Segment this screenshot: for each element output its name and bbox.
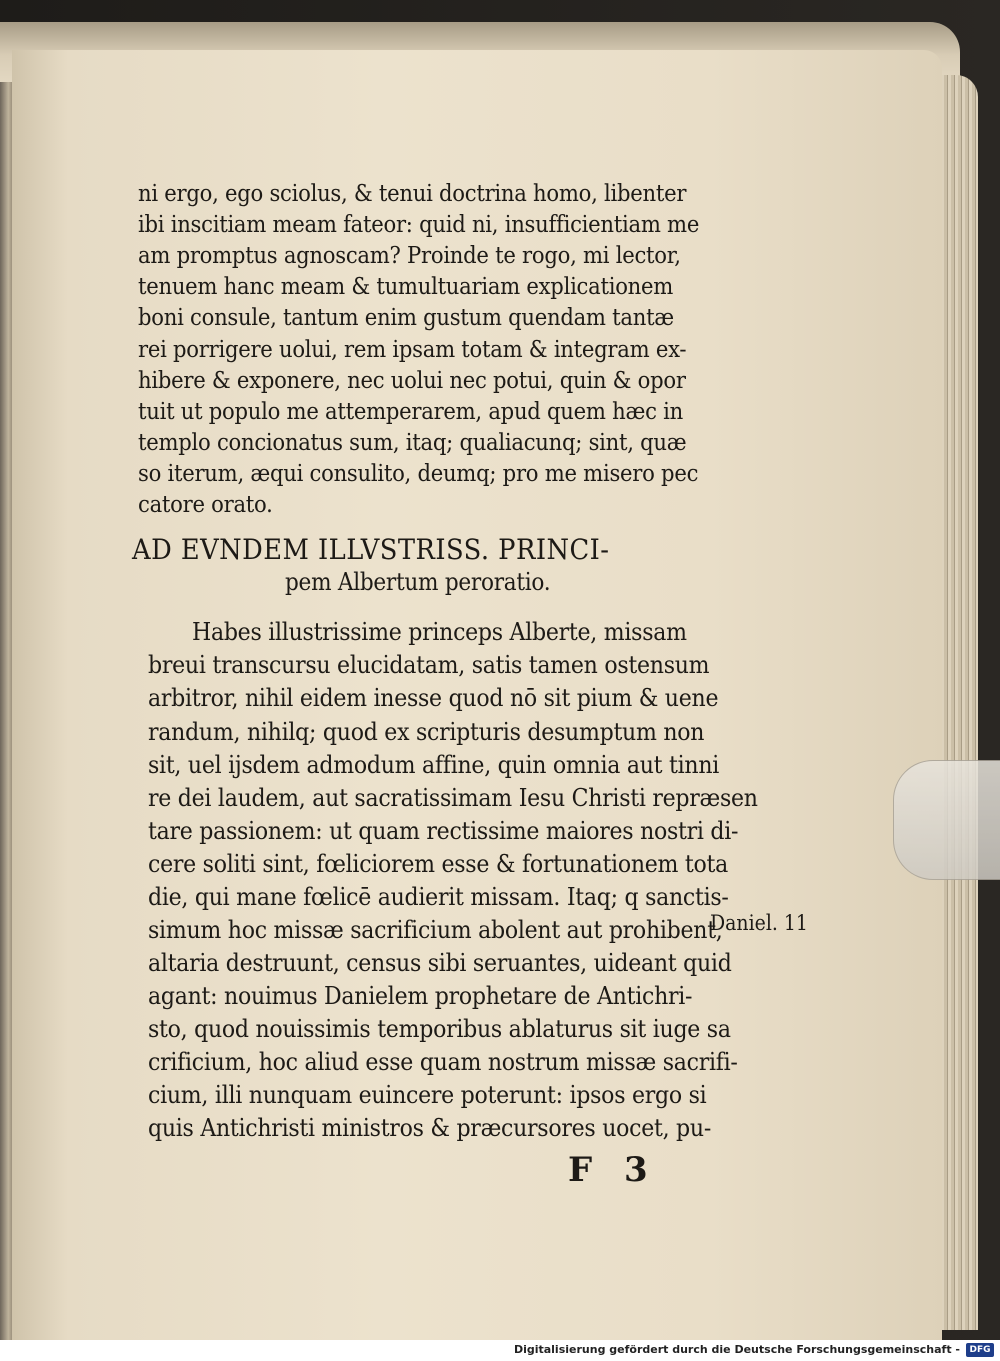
section-heading-subline: pem Albertum peroratio. [285,568,551,596]
marginal-note: Daniel. 11 [710,911,808,935]
text-line: ni ergo, ego sciolus, & tenui doctrina homo, libenter [138,179,687,207]
dfg-logo-icon: DFG [966,1343,994,1357]
text-line: so iterum, æqui consulito, deumq; pro me misero pec [138,459,699,487]
footer-credit: Digitalisierung gefördert durch die Deutsche Forschungsgemeinschaft - [513,1343,960,1356]
text-line: catore orato. [138,490,273,518]
text-line: agant: nouimus Danielem prophetare de Antichri- [148,981,693,1010]
text-line: rei porrigere uolui, rem ipsam totam & integram ex- [138,335,687,363]
text-line: arbitror, nihil eidem inesse quod nō sit pium & uene [148,683,719,712]
text-line: crificium, hoc aliud esse quam nostrum missæ sacrifi- [148,1047,738,1076]
section-heading: AD EVNDEM ILLVSTRISS. PRINCI- [132,533,610,566]
text-line: Habes illustrissime princeps Alberte, missam [192,617,687,646]
text-line: sit, uel ijsdem admodum affine, quin omnia aut tinni [148,750,720,779]
text-line: cium, illi nunquam euincere poterunt: ipsos ergo si [148,1080,707,1109]
text-line: tenuem hanc meam & tumultuariam explicationem [138,272,674,300]
text-line: am promptus agnoscam? Proinde te rogo, mi lector, [138,241,681,269]
signature-mark: F 3 [568,1150,658,1190]
text-line: ibi inscitiam meam fateor: quid ni, insufficientiam me [138,210,700,238]
text-line: boni consule, tantum enim gustum quendam tantæ [138,303,674,331]
text-line: hibere & exponere, nec uolui nec potui, quin & opor [138,366,686,394]
text-line: sto, quod nouissimis temporibus ablaturus sit iuge sa [148,1014,731,1043]
text-line: die, qui mane fœlicē audierit missam. Itaq; q sanctis- [148,882,729,911]
text-line: cere soliti sint, fœliciorem esse & fortunationem tota [148,849,729,878]
text-line: tuit ut populo me attemperarem, apud quem hæc in [138,397,683,425]
text-line: breui transcursu elucidatam, satis tamen ostensum [148,650,710,679]
text-line: quis Antichristi ministros & præcursores uocet, pu- [148,1113,712,1142]
text-line: altaria destruunt, census sibi seruantes, uideant quid [148,948,732,977]
text-line: simum hoc missæ sacrificium abolent aut prohibent, [148,915,723,944]
text-line: randum, nihilq; quod ex scripturis desumptum non [148,717,705,746]
text-line: tare passionem: ut quam rectissime maiores nostri di- [148,816,739,845]
text-line: re dei laudem, aut sacratissimam Iesu Christi repræsen [148,783,758,812]
text-line: templo concionatus sum, itaq; qualiacunq; sint, quæ [138,428,687,456]
